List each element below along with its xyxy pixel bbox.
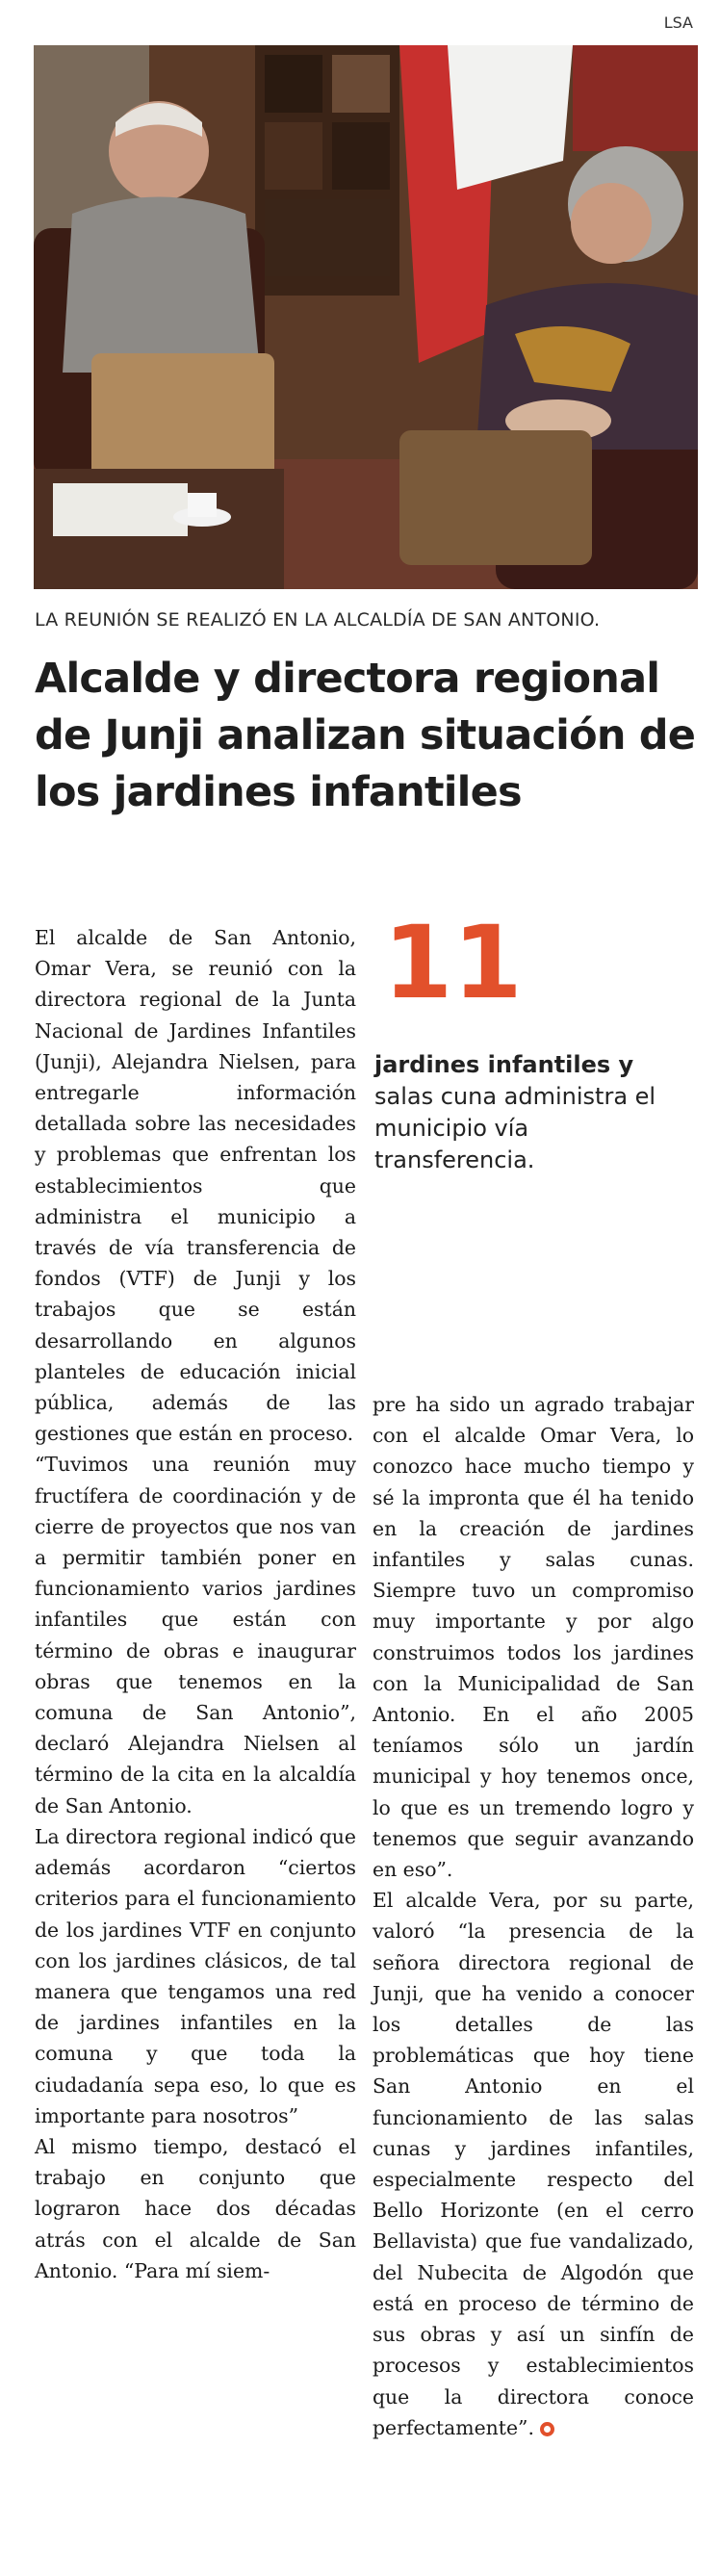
article-column-1 xyxy=(35,922,356,2286)
article-headline: Alcalde y directora regional de Junji analizan situación de los jardines infantiles xyxy=(35,655,696,816)
photo-caption: LA REUNIÓN SE REALIZÓ EN LA ALCALDÍA DE SAN ANTONIO. xyxy=(35,609,601,631)
paragraph: pre ha sido un agrado trabajar con el alcalde Omar Vera, lo conozco hace mucho tiempo y sé la impronta que él ha tenido en la creación de jardines infantiles y salas cunas. Siempre tuvo un compromiso muy importante y por algo construimos todos los jardines con la Municipalidad de San Antonio. En el año 2005 teníamos sólo un jardín municipal y hoy tenemos once, lo que es un tremendo logro y tenemos que seguir avanzando en eso”. xyxy=(373,1393,694,1882)
paragraph: El alcalde de San Antonio, Omar Vera, se reunió con la directora regional de la Junta Nacional de Jardines Infantiles (Junji), Alejandra Nielsen, para entregarle información detallada sobre las necesidades y problemas que enfrentan los establecimientos que administra el municipio a través de vía transferencia de fondos (VTF) de Junji y los trabajos que se están desarrollando en algunos planteles de educación inicial pública, además de las gestiones que están en proceso. xyxy=(35,926,356,1446)
highlight-callout xyxy=(374,1049,692,1176)
paragraph: “Tuvimos una reunión muy fructífera de coordinación y de cierre de proyectos que nos van a permitir también poner en funcionamiento varios jardines infantiles que están con término de obras e inaugurar obras que tenemos en la comuna de San Antonio”, declaró Alejandra Nielsen al término de la cita en la alcaldía de San Antonio. xyxy=(35,1453,356,1817)
article-column-2 xyxy=(373,1389,694,2443)
paragraph-text: El alcalde Vera, por su parte, valoró “la presencia de la señora directora regional de Junji, que ha venido a conocer los detalles de las problemáticas que hoy tiene San Antonio en el funcionamiento de las salas cunas y jardines infantiles, especialmente respecto del Bello Horizonte (en el cerro Bellavista) que fue vandalizado, del Nubecita de Algodón que está en proceso de término de sus obras y así un sinfín de procesos y establecimientos que la directora conoce perfectamente”. xyxy=(373,1889,694,2439)
meeting-photo xyxy=(34,45,698,589)
highlight-text: salas cuna administra el municipio vía transferencia. xyxy=(374,1083,656,1173)
end-mark-icon xyxy=(540,2422,554,2436)
section-corner-label: LSA xyxy=(663,13,693,32)
paragraph-last xyxy=(373,1885,694,2443)
paragraph: La directora regional indicó que además acordaron “ciertos criterios para el funcionamiento de los jardines VTF en conjunto con los jardines clásicos, de tal manera que tengamos una red de jardines infantiles en la comuna y que toda la ciudadanía sepa eso, lo que es importante para nosotros” xyxy=(35,1824,356,2127)
paragraph: Al mismo tiempo, destacó el trabajo en conjunto que lograron hace dos décadas atrás con el alcalde de San Antonio. “Para mí siem- xyxy=(35,2134,356,2282)
highlight-bold-text: jardines infantiles y xyxy=(374,1051,634,1078)
highlight-number: 11 xyxy=(383,904,523,1021)
